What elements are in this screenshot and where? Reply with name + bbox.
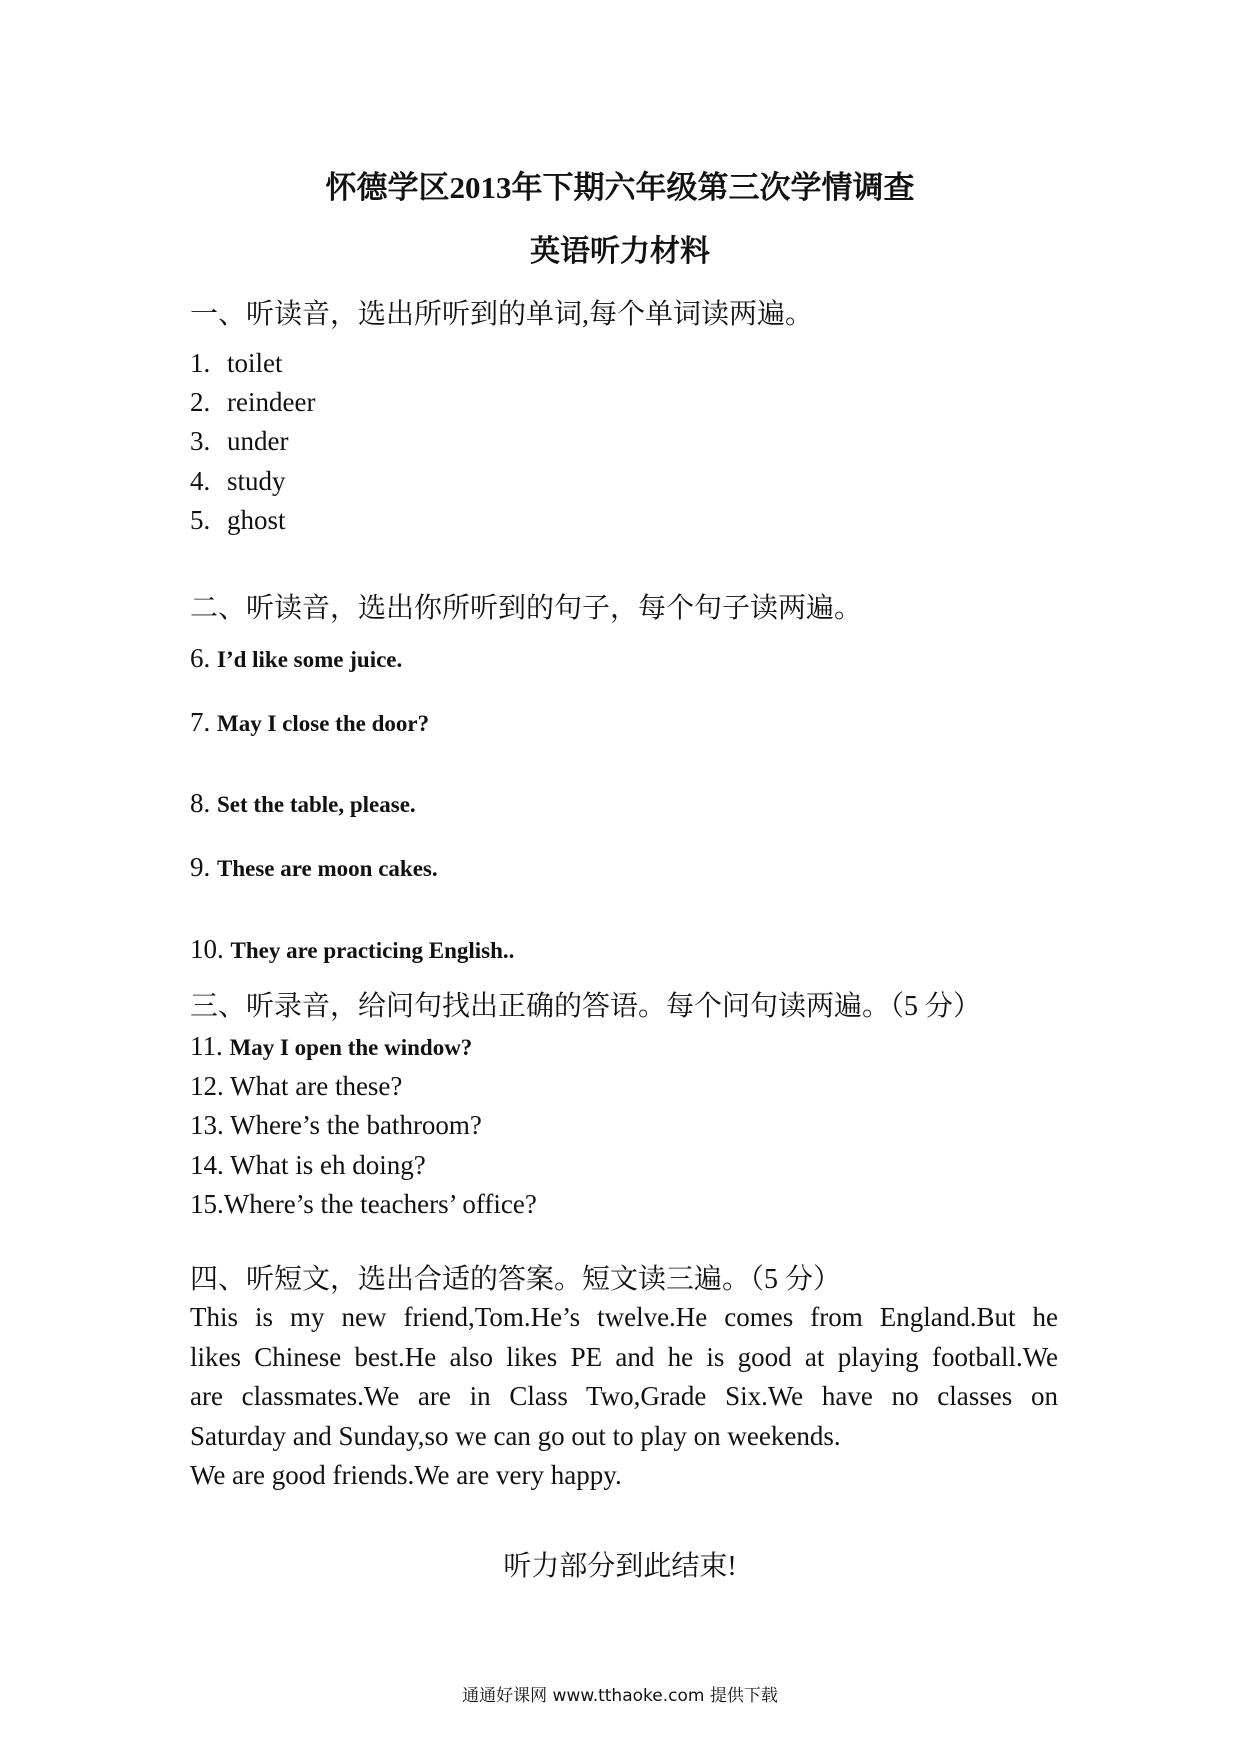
item-text: Where’s the bathroom? (230, 1110, 482, 1140)
section-4-heading: 四、听短文，选出合适的答案。短文读三遍。（5 分） (190, 1264, 842, 1295)
item-number: 5. (190, 505, 211, 535)
item-number: 10. (190, 934, 224, 964)
list-item (190, 934, 514, 965)
item-text: toilet (227, 348, 283, 378)
ending-note: 听力部分到此结束! (503, 1551, 737, 1582)
list-item (190, 387, 315, 418)
section-2-heading: 二、听读音，选出你所听到的句子，每个句子读两遍。 (190, 593, 863, 624)
item-number: 1. (190, 348, 211, 378)
passage-line: We are good friends.We are very happy. (190, 1460, 622, 1490)
list-item (190, 426, 288, 457)
item-number: 7. (190, 707, 211, 737)
passage-line: likes Chinese best.He also likes PE and he is good at playing football.We (190, 1341, 1058, 1372)
list-item (190, 1071, 402, 1102)
item-number: 3. (190, 426, 211, 456)
item-text: Where’s the teachers’ office? (223, 1189, 537, 1219)
listening-passage (190, 1298, 1058, 1496)
item-text: reindeer (227, 387, 316, 417)
footer-credit: 通通好课网 www.tthaoke.com 提供下载 (462, 1686, 778, 1706)
item-text: What are these? (230, 1071, 403, 1101)
item-text: study (227, 466, 286, 496)
list-item (190, 788, 416, 819)
list-item (190, 505, 286, 536)
item-text: ghost (227, 505, 286, 535)
item-number: 13. (190, 1110, 224, 1140)
item-number: 12. (190, 1071, 224, 1101)
list-item (190, 1150, 426, 1181)
item-text: They are practicing English.. (230, 938, 515, 963)
item-text: May I open the window? (229, 1035, 473, 1060)
item-number: 11. (190, 1031, 223, 1061)
document-subtitle: 英语听力材料 (530, 235, 710, 268)
item-number: 15. (190, 1189, 224, 1219)
list-item (190, 1110, 482, 1141)
section-1-heading: 一、听读音，选出所听到的单词,每个单词读两遍。 (190, 299, 814, 330)
item-number: 4. (190, 466, 211, 496)
document-title: 怀德学区2013年下期六年级第三次学情调查 (325, 170, 915, 205)
list-item (190, 348, 283, 379)
list-item (190, 643, 402, 674)
item-number: 8. (190, 788, 211, 818)
list-item (190, 707, 429, 738)
list-item (190, 1189, 537, 1220)
list-item (190, 466, 286, 497)
section-3-heading: 三、听录音，给问句找出正确的答语。每个问句读两遍。（5 分） (190, 991, 982, 1022)
item-text: These are moon cakes. (217, 856, 438, 881)
item-text: What is eh doing? (230, 1150, 426, 1180)
list-item (190, 852, 438, 883)
item-text: Set the table, please. (217, 792, 416, 817)
passage-line: This is my new friend,Tom.He’s twelve.He comes from England.But he (190, 1302, 1058, 1332)
item-text: May I close the door? (217, 711, 430, 736)
list-item (190, 1031, 472, 1062)
item-number: 6. (190, 643, 211, 673)
item-number: 2. (190, 387, 211, 417)
item-text: under (227, 426, 289, 456)
item-number: 14. (190, 1150, 224, 1180)
passage-line: Saturday and Sunday,so we can go out to play on weekends. (190, 1420, 841, 1451)
passage-line: are classmates.We are in Class Two,Grade Six.We have no classes on (190, 1381, 1058, 1411)
item-number: 9. (190, 852, 211, 882)
item-text: I’d like some juice. (217, 647, 403, 672)
